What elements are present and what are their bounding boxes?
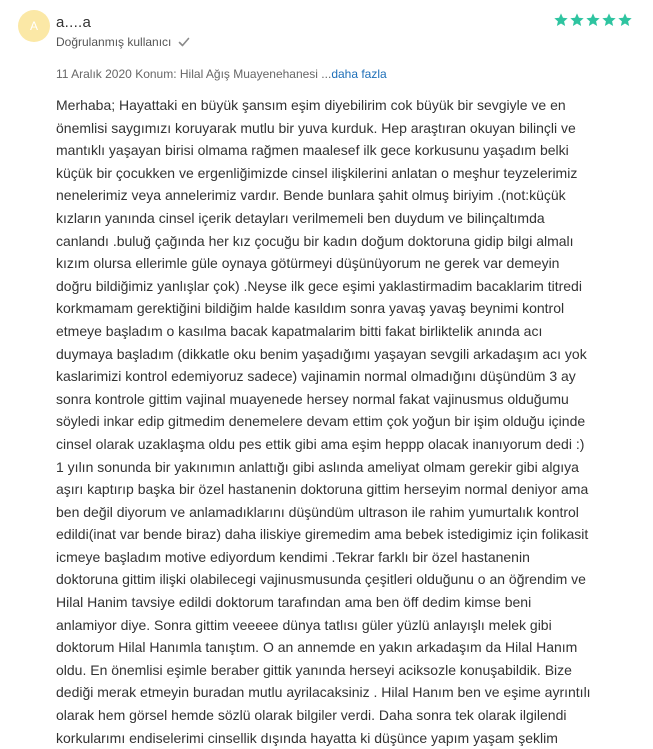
review-line: mantıklı yaşayan birisi olmama rağmen maalesef ilk gece korkusunu yaşadım belki: [56, 142, 569, 159]
review-line: anlamiyor diye. Sonra gittim veeeee dünya tatlısı güler yüzlü anlayışlı melek gibi: [56, 616, 552, 633]
check-icon: [178, 36, 190, 48]
review-line: kızım olursa ellerimle güle oynaya götürmeyi düşünüyorum ne gerek var demeyin: [56, 255, 560, 272]
review-line: sonra kontrole gittim vajinal muayenede hersey normal fakat vajinusmus olduğumu: [56, 390, 569, 407]
review-text: [56, 94, 638, 749]
review-line: 1 yılın sonunda bir yakınımın anlattığı gibi aslında ameliyat olmam gerekir gibi algıya: [56, 458, 579, 475]
verified-user-row: [56, 35, 190, 49]
review-line: doktorum Hilal Hanımla tanıştım. O an annemde en yakın arkadaşım da Hilal Hanım: [56, 639, 578, 656]
location-label: Konum:: [135, 67, 177, 81]
review-line: duymaya başladım (dikkatle oku benim yaşadığımı yaşayan sevgili arkadaşım acı yok: [56, 345, 587, 362]
review-line: Merhaba; Hayattaki en büyük şansım eşim diyebilirim cok büyük bir sevgiyle ve en: [56, 97, 566, 113]
star-icon: [617, 12, 633, 28]
star-icon: [553, 12, 569, 28]
review-line: Hilal Hanim tavsiye edildi doktorum tarafından ama ben öff dedim kimse beni: [56, 594, 532, 611]
review-line: dediği merak etmeyin buradan mutlu ayrilacaksiniz . Hilal Hanım ben ve eşime ayrıntılı: [56, 684, 591, 701]
star-icon: [569, 12, 585, 28]
verified-label: Doğrulanmış kullanıcı: [56, 35, 172, 49]
username: a....a: [56, 14, 92, 31]
review-line: söyledi inkar edip gitmedim denemelere devam ettim çok yoğun bir işim olduğu içinde: [56, 413, 586, 430]
location-name: Hilal Ağış Muayenehanesi ...: [179, 67, 332, 81]
more-link[interactable]: daha fazla: [331, 67, 387, 81]
review-line: nenelerimiz veya annelerimiz vardır. Bende bunlara şahit olmuş biriyim .(not:küçük: [56, 187, 566, 204]
review-line: korkularımı endiselerimi cinsellik dışında hayatta ki düşünce yapım yaşam şeklim: [56, 729, 558, 746]
review-date: 11 Aralık 2020: [56, 67, 132, 81]
review-line: ben değil diyorum ve anlamadıklarını düşündüm ultrason ile rahim yumurtalık kontrol: [56, 503, 579, 520]
review-line: etmeye başladım o kasılma bacak kapatmalarim bitti fakat birliktelik anında acı: [56, 322, 543, 339]
review-line: küçük bir çocukken ve ergenliğimizde cinsel ilişkilerini anlatan o meşhur teyzelerimiz: [56, 164, 578, 181]
review-line: önemlisi saygımızı koruyarak mutlu bir yuva kurduk. Hep araştıran okuyan bilinçli ve: [56, 119, 576, 136]
review-line: cinsel olarak uzaklaşma oldu pes ettik gibi ama eşim heppp olacak inanıyorum dedi :): [56, 435, 585, 452]
review-line: korkmamam gerektiğini bildiğim halde kasıldım sonra yavaş yavaş beynimi kontrol: [56, 300, 565, 317]
star-icon: [585, 12, 601, 28]
review-line: aşırı kaptırıp başka bir özel hastanenin doktoruna gittim herseyim normal deniyor ama: [56, 481, 589, 498]
review-line: oldu. En önemlisi eşimle beraber gittik yanında herseyi aciksozle konuşabildik. Bize: [56, 661, 572, 678]
review-line: kaslarimizi kontrol edemiyoruz sadece) vajinamin normal olmadığını düşündüm 3 ay: [56, 368, 576, 385]
review-line: doğru bildiğimiz yanlışlar çok) .Neyse ilk gece eşimi yaklastirmadim bacaklarim titredi: [56, 277, 582, 294]
review-line: doktoruna gittim ilişki olabilecegi vajinusmusunda çeşitleri olduğunu o an öğrendim ve: [56, 571, 586, 588]
star-icon: [601, 12, 617, 28]
review-line: edildi(inat var bende biraz) daha iliskiye giremedim ama bebek istedigimiz için folikasit: [56, 526, 589, 543]
review-line: canlandı .buluğ çağında her kız çocuğu bir kadın doğum doktoruna gidip bilgi almalı: [56, 232, 574, 249]
avatar: A: [18, 10, 50, 42]
review-line: olarak hem görsel hemde sözlü olarak bilgiler verdi. Daha sonra tek olarak ilgilendi: [56, 707, 567, 724]
review-line: kızların yanında cinsel içerik detayları verilmemeli ben duydum ve bilinçaltımda: [56, 209, 545, 226]
rating-stars: [553, 12, 633, 28]
review-line: icmeye başladım motive ediyordum kendimi .Tekrar farklı bir özel hastanenin: [56, 548, 530, 565]
review-header: [18, 10, 633, 54]
review-meta: [56, 67, 387, 81]
